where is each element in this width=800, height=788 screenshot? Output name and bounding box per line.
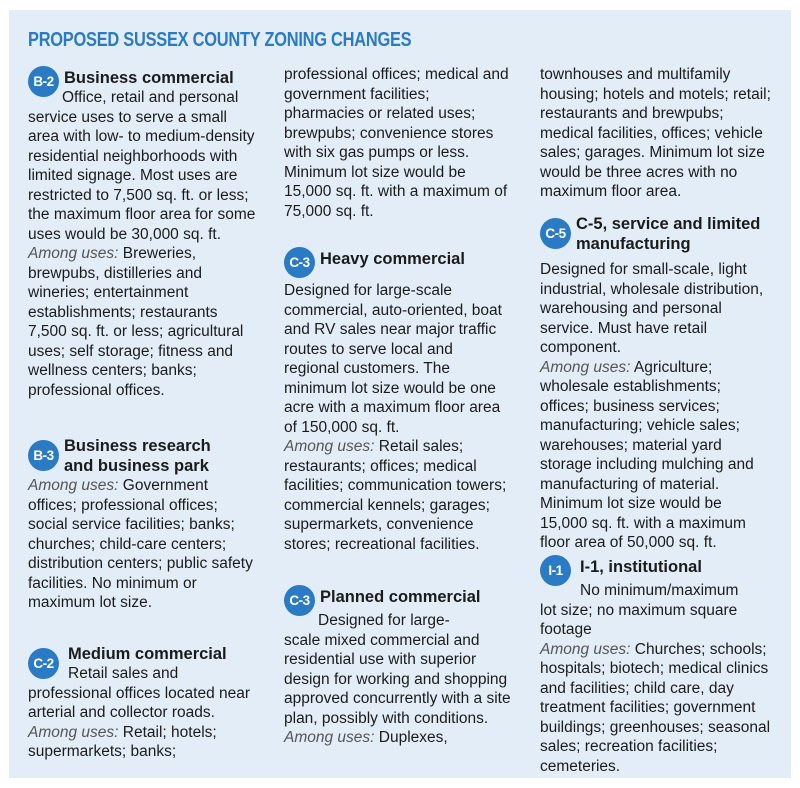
c3-heavy-description: Designed for large-scale commercial, auto-oriented, boat and RV sales near major traffic routes to serve local and regional customers. The minimum lot size would be one acre with a maximum floor area of 150,000 sq. ft.	[284, 282, 502, 436]
i1-among-label: Among uses:	[540, 640, 631, 658]
c5-description: Designed for small-scale, light industrial, wholesale distribution, warehousing and personal service. Must have retail component.	[540, 261, 764, 356]
section-c3-planned	[284, 585, 512, 748]
c5-heading-line2: manufacturing	[576, 235, 691, 253]
c5-uses: Agriculture; wholesale establishments; offices; business services; manufacturing; vehicle sales; warehouses; material yard storage including mulching and manufacturing of material. Minimum lot size would be 15,000 sq. ft. with a maximum floor area of 50,000 sq. ft.	[540, 358, 754, 551]
c2-uses: Retail; hotels; supermarkets; banks;	[28, 723, 217, 760]
zone-badge-c2: C-2	[28, 648, 59, 679]
b3-uses: Government offices; professional offices; social service facilities; banks; churches; child-care centers; distribution centers; public safety facilities. No minimum or maximum lot size.	[28, 477, 253, 611]
c5-among-label: Among uses:	[540, 358, 631, 376]
section-b3	[28, 436, 256, 613]
section-b2	[28, 66, 256, 400]
section-i1	[540, 555, 772, 776]
page-title: PROPOSED SUSSEX COUNTY ZONING CHANGES	[28, 29, 412, 51]
c3-planned-uses-continued: townhouses and multifamily housing; hotels and motels; retail; restaurants and brewpubs; medical facilities, offices; vehicle sales; garages. Minimum lot size would be three acres with no maximum floor area.	[540, 66, 771, 200]
b2-uses: Breweries, brewpubs, distilleries and wineries; entertainment establishments; restaurants 7,500 sq. ft. or less; agricultural uses; self storage; fitness and wellness centers; banks; professional offices.	[28, 245, 244, 399]
c2-among-label: Among uses:	[28, 723, 119, 741]
i1-uses: Churches; schools; hospitals; biotech; medical clinics and facilities; child care, day treatment facilities; government buildings; greenhouses; seasonal sales; recreation facilities; cemeteries.	[540, 640, 771, 775]
c2-intro: Retail sales and	[68, 665, 179, 682]
c3-planned-among-label: Among uses:	[284, 729, 375, 746]
c2-heading: Medium commercial	[68, 645, 227, 663]
c3-heavy-among-label: Among uses:	[284, 438, 375, 455]
b3-heading-line2: and business park	[64, 457, 209, 475]
b2-description: service uses to serve a small area with low- to medium-density residential neighborhoods with limited signage. Most uses are restricted to 7,500 sq. ft. or less; the maximum floor area for some uses would be 30,000 sq. ft.	[28, 108, 256, 243]
c3-planned-heading: Planned commercial	[320, 588, 481, 606]
zone-badge-b3: B-3	[28, 440, 59, 471]
c2-description: professional offices located near arterial and collector roads.	[28, 684, 251, 721]
b2-intro: Office, retail and personal	[62, 89, 239, 106]
c2-uses-continued: professional offices; medical and government facilities; pharmacies or related uses; brewpubs; convenience stores with six gas pumps or less. Minimum lot size would be 15,000 sq. ft. with a maximum of 75,000 sq. ft.	[284, 66, 509, 220]
b3-heading-line1: Business research	[64, 437, 211, 455]
c3-heavy-uses: Retail sales; restaurants; offices; medical facilities; communication towers; commercial kennels; garages; supermarkets, convenience stores; recreational facilities.	[284, 438, 507, 553]
b2-among-label: Among uses:	[28, 245, 119, 262]
c3-planned-intro: Designed for large-	[318, 612, 450, 629]
section-c3-planned-continued	[540, 65, 772, 202]
zone-badge-c3-heavy: C-3	[284, 247, 315, 278]
b3-among-label: Among uses:	[28, 477, 119, 494]
section-c3-heavy	[284, 247, 512, 554]
i1-description: lot size; no maximum square footage	[540, 601, 738, 638]
zone-badge-c3-planned: C-3	[284, 585, 315, 616]
zone-badge-c5: C-5	[540, 218, 571, 249]
section-c5	[540, 214, 772, 553]
b2-heading: Business commercial	[64, 69, 234, 87]
c3-planned-description: scale mixed commercial and residential use with superior design for working and shopping approved concurrently with a site plan, possibly with conditions.	[284, 631, 511, 727]
zone-badge-i1: I-1	[540, 555, 571, 586]
c3-planned-uses: Duplexes,	[378, 729, 448, 746]
section-c2	[28, 644, 256, 762]
i1-heading: I-1, institutional	[580, 558, 702, 576]
c5-heading-line1: C-5, service and limited	[576, 215, 761, 233]
c3-heavy-heading: Heavy commercial	[320, 250, 465, 268]
i1-intro: No minimum/maximum	[580, 582, 739, 599]
section-c2-continued	[284, 65, 512, 221]
zone-badge-b2: B-2	[28, 66, 59, 97]
